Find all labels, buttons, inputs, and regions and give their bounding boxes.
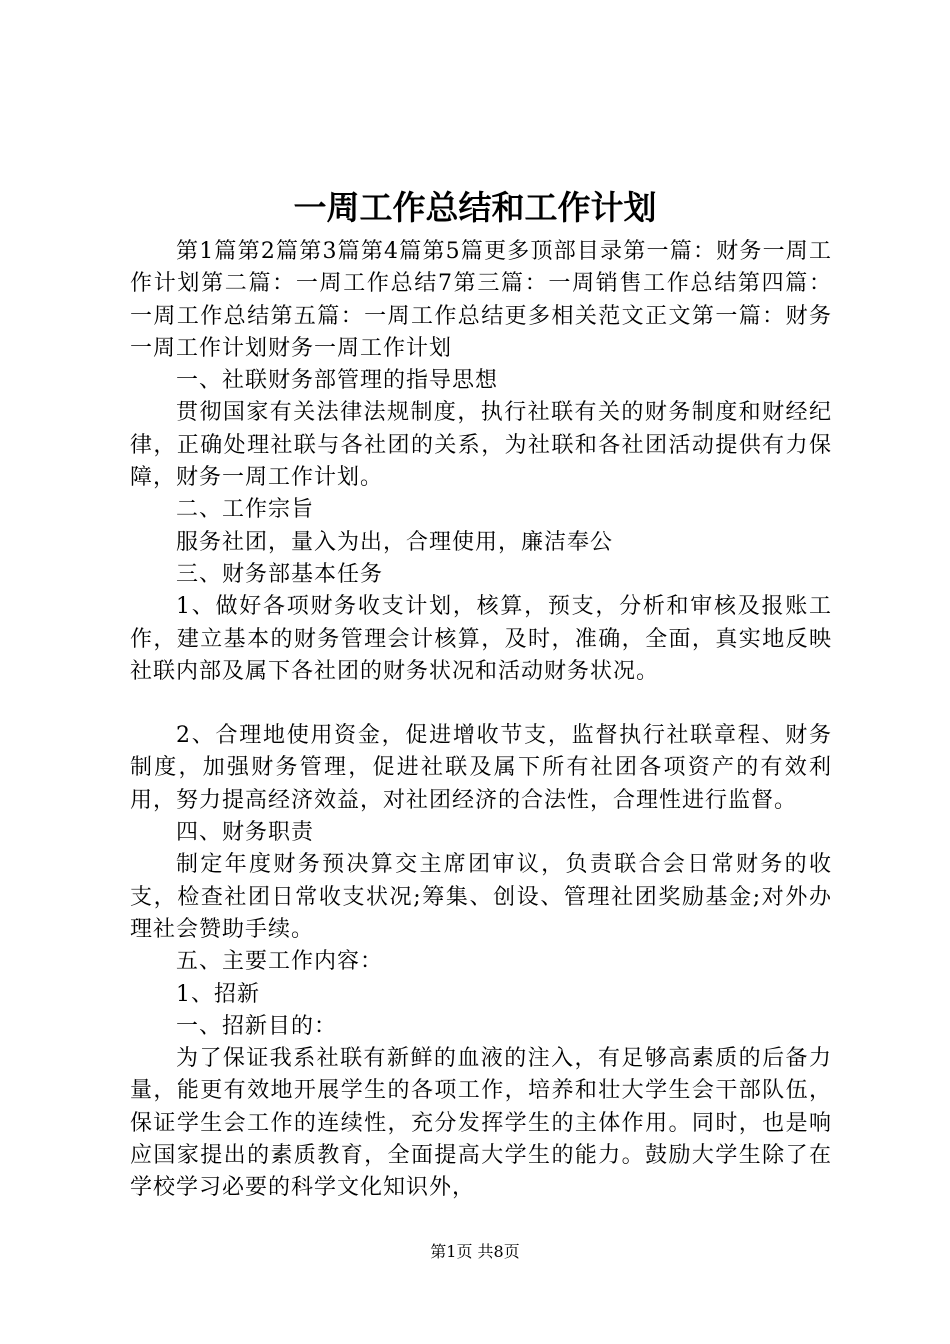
paragraph-task-1: 1、做好各项财务收支计划，核算，预支，分析和审核及报账工作，建立基本的财务管理会计核算，及时，准确，全面，真实地反映社联内部及属下各社团的财务状况和活动财务状况。 — [130, 594, 832, 684]
heading-duties: 四、财务职责 — [176, 820, 315, 846]
document-title: 一周工作总结和工作计划 — [293, 188, 657, 227]
paragraph-contents: 第1篇第2篇第3篇第4篇第5篇更多顶部目录第一篇：财务一周工作计划第二篇：一周工作总结7第三篇：一周销售工作总结第四篇：一周工作总结第五篇：一周工作总结更多相关范文正文第一篇：财务一周工作计划财务一周工作计划 — [130, 239, 832, 361]
heading-recruitment: 1、招新 — [176, 981, 260, 1007]
paragraph-task-2: 2、合理地使用资金，促进增收节支，监督执行社联章程、财务制度，加强财务管理，促进社联及属下所有社团各项资产的有效利用，努力提高经济效益，对社团经济的合法性，合理性进行监督。 — [130, 723, 832, 813]
page-number-footer: 第1页 共8页 — [430, 1242, 520, 1261]
document-body — [130, 236, 832, 1205]
heading-guiding-ideology: 一、社联财务部管理的指导思想 — [176, 368, 499, 394]
heading-recruitment-purpose: 一、招新目的： — [176, 1013, 338, 1039]
paragraph-guiding-ideology: 贯彻国家有关法律法规制度，执行社联有关的财务制度和财经纪律，正确处理社联与各社团的关系，为社联和各社团活动提供有力保障，财务一周工作计划。 — [130, 400, 832, 491]
heading-basic-tasks: 三、财务部基本任务 — [176, 561, 384, 587]
paragraph-recruitment-purpose: 为了保证我系社联有新鲜的血液的注入，有足够高素质的后备力量，能更有效地开展学生的各项工作，培养和壮大学生会干部队伍，保证学生会工作的连续性，充分发挥学生的主体作用。同时，也是响应国家提出的素质教育，全面提高大学生的能力。鼓励大学生除了在学校学习必要的科学文化知识外， — [130, 1046, 832, 1201]
heading-main-work: 五、主要工作内容： — [176, 949, 384, 975]
paragraph-duties: 制定年度财务预决算交主席团审议，负责联合会日常财务的收支，检查社团日常收支状况;筹集、创设、管理社团奖励基金;对外办理社会赞助手续。 — [130, 852, 832, 942]
heading-work-purpose: 二、工作宗旨 — [176, 497, 315, 523]
paragraph-work-purpose: 服务社团，量入为出，合理使用，廉洁奉公 — [176, 529, 614, 555]
